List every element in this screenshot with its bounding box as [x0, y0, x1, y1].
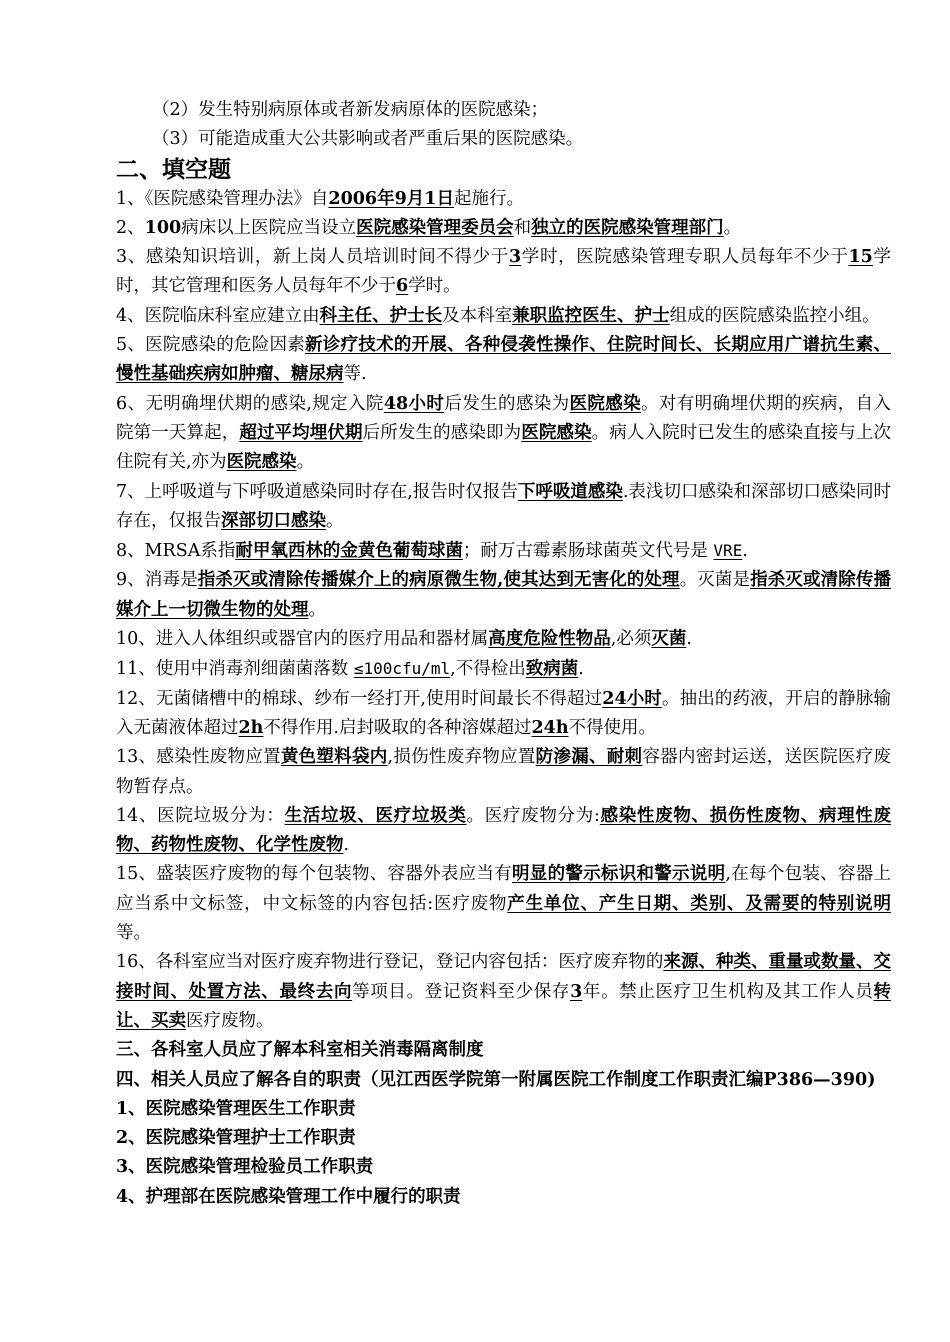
answer: 明显的警示标识和警示说明 — [512, 864, 726, 885]
answer: 15 — [848, 247, 873, 268]
answer: 24小时 — [602, 688, 663, 709]
question-text: 。对有明确埋伏期的疾病，自入院第一天算起， — [116, 393, 891, 443]
list-item: （3）可能造成重大公共影响或者严重后果的医院感染。 — [152, 129, 584, 150]
question-text: 不得使用。 — [568, 717, 657, 738]
answer: 超过平均埋伏期 — [239, 422, 363, 443]
question-text: 起施行。 — [453, 188, 524, 209]
question-text: 1、《医院感染管理办法》自 — [116, 188, 329, 209]
question-text: 。 — [296, 452, 315, 473]
answer: 医院感染管理委员会 — [356, 217, 514, 238]
question-2 — [116, 214, 891, 243]
answer: 来源、种类、重量或数量、交接时间、处置方法、最终去向 — [116, 952, 891, 1002]
question-text: 学时，其它管理和医务人员每年不少于 — [116, 247, 892, 297]
question-text: ；耐万古霉素肠球菌英文代号是 — [462, 541, 714, 562]
answer: ≤100cfu/ml — [353, 659, 451, 679]
question-text: 3、感染知识培训，新上岗人员培训时间不得少于 — [116, 247, 509, 268]
question-text: 等。 — [116, 923, 151, 944]
answer: 3 — [508, 247, 522, 268]
question-6 — [116, 390, 891, 478]
question-text: . — [578, 659, 584, 680]
answer: 48小时 — [383, 393, 445, 414]
section-heading: 四、相关人员应了解各自的职责（见江西医学院第一附属医院工作制度工作职责汇编P386—390) — [116, 1069, 876, 1090]
answer: 产生单位、产生日期、类别、及需要的特别说明 — [507, 893, 891, 914]
list-item: （2）发生特别病原体或者新发病原体的医院感染； — [152, 100, 549, 120]
answer: 新诊疗技术的开展、各种侵袭性操作、住院时间长、长期应用广谱抗生素、慢性基础疾病如肿瘤、糖尿病 — [116, 335, 891, 385]
question-text: 2、 — [116, 217, 145, 238]
question-text: 。 — [723, 217, 742, 238]
question-text: 14、医院垃圾分为： — [116, 805, 285, 826]
question-text: 后发生的感染为 — [444, 393, 570, 414]
question-text: 。灭菌是 — [679, 570, 751, 591]
question-text: 15、盛装医疗废物的每个包装物、容器外表应当有 — [116, 864, 512, 885]
question-text: 不得作用.启封吸取的各种溶媒超过 — [263, 717, 532, 738]
question-text: 年。禁止医疗卫生机构及其工作人员 — [582, 981, 874, 1002]
section-heading: 二、填空题 — [116, 156, 231, 183]
question-7 — [116, 478, 891, 537]
question-text: 6、无明确埋伏期的感染,规定入院 — [116, 393, 384, 414]
question-text: 医疗废物。 — [186, 1010, 274, 1031]
document-body — [116, 96, 891, 1212]
question-text: 容器内密封运送，送医院医疗废物暂存点。 — [116, 747, 892, 797]
question-text: 及本科室 — [442, 305, 513, 326]
question-text: 100 — [144, 217, 182, 238]
answer: VRE — [713, 541, 743, 561]
question-text: 等. — [343, 364, 367, 385]
question-text: 。 — [308, 599, 326, 620]
answer: 科主任、护士长 — [319, 305, 443, 326]
question-text: 学时。 — [408, 276, 461, 297]
question-text: .表浅切口感染和深部切口感染同时存在，仅报告 — [116, 481, 891, 531]
answer: 深部切口感染 — [221, 510, 326, 531]
question-text: . — [686, 629, 692, 650]
question-text: 11、使用中消毒剂细菌菌落数 — [116, 659, 354, 680]
question-text: ,必须 — [610, 629, 652, 650]
question-text: ,在每个包装、容器上应当系中文标签，中文标签的内容包括:医疗废物 — [116, 864, 892, 914]
question-11 — [116, 654, 891, 684]
question-text: 和 — [513, 217, 532, 238]
answer: 医院感染 — [569, 393, 642, 414]
answer: 独立的医院感染管理部门 — [531, 217, 724, 238]
question-text: 13、感染性废物应置 — [116, 747, 281, 768]
question-text: 等项目。登记资料至少保存 — [352, 981, 571, 1002]
question-13 — [116, 743, 891, 802]
duty-item: 3、医院感染管理检验员工作职责 — [116, 1157, 374, 1178]
question-12 — [116, 685, 891, 744]
question-text: 9、消毒是 — [116, 570, 198, 591]
answer: 3 — [570, 981, 583, 1002]
question-14 — [116, 802, 891, 861]
question-text: 7、上呼吸道与下呼吸道感染同时存在,报告时仅报告 — [116, 481, 518, 502]
question-text: 10、进入人体组织或器官内的医疗用品和器材属 — [116, 629, 489, 650]
answer: 医院感染 — [226, 452, 297, 473]
question-10 — [116, 625, 891, 654]
answer: 24h — [531, 717, 569, 738]
answer: 感染性废物、损伤性废物、病理性废物、药物性废物、化学性废物 — [116, 805, 891, 856]
question-text: ,不得检出 — [450, 659, 526, 680]
duty-item: 1、医院感染管理医生工作职责 — [116, 1098, 356, 1119]
question-text: 12、无菌储槽中的棉球、纱布一经打开,使用时间最长不得超过 — [116, 688, 603, 709]
question-16 — [116, 948, 891, 1036]
answer: 兼职监控医生、护士 — [512, 305, 670, 326]
question-3 — [116, 243, 891, 302]
question-text: 。医疗废物分为: — [466, 805, 600, 826]
question-8 — [116, 536, 891, 566]
duty-item: 2、医院感染管理护士工作职责 — [116, 1128, 356, 1149]
question-text: . — [742, 541, 748, 562]
section-heading: 三、各科室人员应了解本科室相关消毒隔离制度 — [116, 1040, 484, 1061]
question-9 — [116, 566, 891, 625]
answer: 医院感染 — [521, 422, 592, 443]
answer: 致病菌 — [525, 659, 579, 680]
answer: 耐甲氧西林的金黄色葡萄球菌 — [235, 541, 463, 562]
question-text: 病床以上医院应当设立 — [181, 217, 357, 238]
answer: 生活垃圾、医疗垃圾类 — [284, 805, 467, 826]
answer: 转让、买卖 — [116, 981, 892, 1031]
question-text: 16、各科室应当对医疗废弃物进行登记，登记内容包括：医疗废弃物的 — [116, 952, 664, 973]
question-text: 5、医院感染的危险因素 — [116, 335, 306, 356]
answer: 灭菌 — [651, 629, 687, 650]
answer: 指杀灭或清除传播媒介上一切微生物的处理 — [116, 570, 892, 620]
question-text: 。病人入院时已发生的感染直接与上次住院有关,亦为 — [116, 422, 892, 473]
question-text: 后所发生的感染即为 — [362, 422, 522, 443]
answer: 黄色塑料袋内 — [280, 747, 388, 768]
question-1 — [116, 185, 891, 214]
answer: 2h — [238, 717, 264, 738]
question-text: ,损伤性废弃物应置 — [387, 747, 536, 768]
answer: 指杀灭或清除传播媒介上的病原微生物,使其达到无害化的处理 — [197, 570, 680, 591]
question-15 — [116, 860, 891, 948]
answer: 6 — [396, 276, 409, 297]
answer: 防渗漏、耐刺 — [535, 747, 643, 768]
answer: 高度危险性物品 — [488, 629, 611, 650]
question-5 — [116, 331, 891, 390]
question-text: 组成的医院感染监控小组。 — [669, 305, 880, 326]
question-text: 。 — [326, 510, 344, 531]
question-text: 8、MRSA系指 — [116, 541, 236, 562]
question-text: 。抽出的药液，开启的静脉输入无菌液体超过 — [116, 688, 891, 738]
question-4 — [116, 302, 891, 331]
answer: 2006年9月1日 — [328, 188, 454, 209]
question-text: 4、医院临床科室应建立由 — [116, 305, 320, 326]
question-text: . — [343, 835, 350, 856]
duty-item: 4、护理部在医院感染管理工作中履行的职责 — [116, 1186, 461, 1207]
answer: 下呼吸道感染 — [517, 481, 623, 502]
question-text: 学时，医院感染管理专职人员每年不少于 — [521, 247, 849, 268]
